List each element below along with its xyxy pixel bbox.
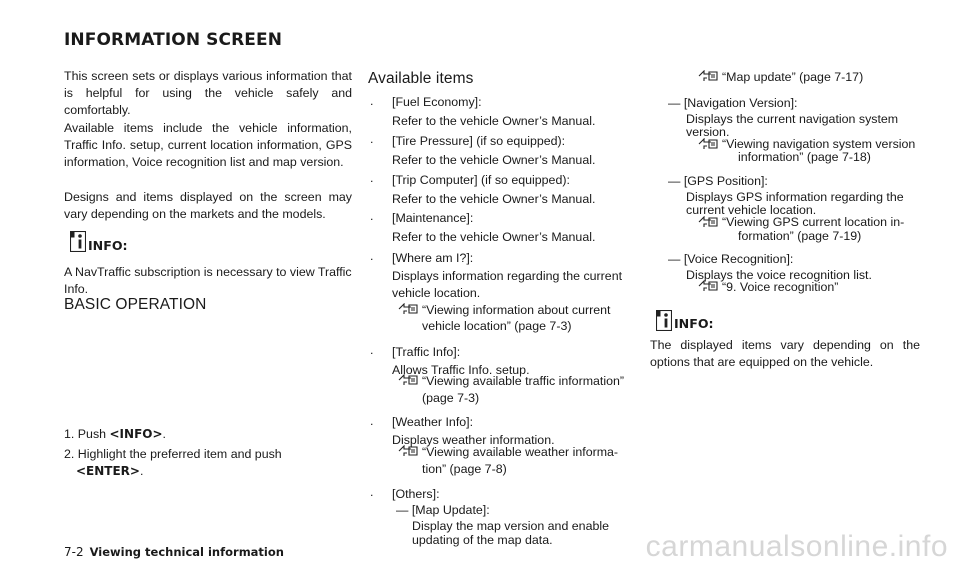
item-desc: Refer to the vehicle Owner’s Manual. [392,114,596,128]
enter-key: <ENTER> [76,464,140,478]
bullet: . [370,171,374,185]
info-key: <INFO> [109,427,163,441]
sub-item-label: — [Voice Recognition]: [668,252,794,266]
info-label: INFO: [674,316,714,331]
page-reference-icon [398,374,418,386]
sub-item-desc: Display the map version and enable [412,519,609,533]
sub-item-desc: version. [686,125,730,139]
sub-item-desc: Displays the current navigation system [686,112,899,126]
sub-item-desc: current vehicle location. [686,203,817,217]
reference-text[interactable]: (page 7-3) [422,391,480,405]
item-label: [Tire Pressure] (if so equipped): [392,134,566,148]
sub-item-label: — [Navigation Version]: [668,96,798,110]
watermark: carmanualsonline.info [645,530,948,563]
reference-text[interactable]: information” (page 7-18) [738,150,871,164]
bullet: . [370,343,374,357]
item-label: [Weather Info]: [392,415,474,429]
items-paragraph: Available items include the vehicle information, Traffic Info. setup, current location information, GPS information, Voice recognition list and map version. [64,121,352,169]
page-reference-icon [698,138,718,150]
step-2 [64,446,282,463]
item-label: [Trip Computer] (if so equipped): [392,173,570,187]
available-items-heading: Available items [368,70,474,87]
page-reference-icon [398,445,418,457]
sub-item-desc: updating of the map data. [412,533,553,547]
sub-item-label: — [Map Update]: [396,503,490,517]
step-number: 1. [64,427,75,441]
reference-text[interactable]: “Viewing available weather informa- [422,445,619,459]
sub-item-desc: Displays GPS information regarding the [686,190,904,204]
designs-paragraph: Designs and items displayed on the screen may vary depending on the markets and the models. [64,190,352,221]
item-desc: Displays information regarding the current [392,269,623,283]
item-desc: Allows Traffic Info. setup. [392,363,530,377]
reference-text[interactable]: “Map update” (page 7-17) [722,70,864,84]
step-end: . [139,464,144,478]
page-reference-icon [398,303,418,315]
item-desc: Displays weather information. [392,433,555,447]
section-heading: BASIC OPERATION [64,296,207,313]
info-icon [70,231,86,252]
sub-item-desc: Displays the voice recognition list. [686,268,872,282]
reference-text[interactable]: “Viewing available traffic information” [422,374,625,388]
reference-text[interactable]: vehicle location” (page 7-3) [422,319,572,333]
item-label: [Traffic Info]: [392,345,461,359]
info-note: A NavTraffic subscription is necessary to view Traffic Info. [64,265,352,296]
step-2-key-line [76,463,143,480]
item-desc: Refer to the vehicle Owner’s Manual. [392,153,596,167]
reference-text[interactable]: “Viewing information about current [422,303,611,317]
step-end: . [162,427,166,441]
item-label: [Others]: [392,487,440,501]
item-label: [Fuel Economy]: [392,95,482,109]
section-name: Viewing technical information [89,545,284,559]
step-1 [64,426,166,443]
reference-text[interactable]: “Viewing navigation system version [722,137,916,151]
step-text: Highlight the preferred item and push [77,447,282,461]
item-desc: Refer to the vehicle Owner’s Manual. [392,192,596,206]
page-reference-icon [698,70,718,82]
bullet: . [370,485,374,499]
item-desc: Refer to the vehicle Owner’s Manual. [392,230,596,244]
reference-text[interactable]: tion” (page 7-8) [422,462,507,476]
bullet: . [370,414,374,428]
reference-text[interactable]: formation” (page 7-19) [738,229,862,243]
info-icon [656,310,672,331]
item-desc: vehicle location. [392,286,481,300]
info-note: The displayed items vary depending on the options that are equipped on the vehicle. [650,338,920,369]
bullet: . [370,209,374,223]
item-label: [Where am I?]: [392,251,474,265]
info-label: INFO: [88,238,128,253]
page-footer [64,545,284,559]
reference-text[interactable]: “9. Voice recognition” [722,280,839,294]
step-text: Push [77,427,107,441]
bullet: . [370,94,374,108]
step-number: 2. [64,447,75,461]
reference-text[interactable]: “Viewing GPS current location in- [722,215,905,229]
sub-item-label: — [GPS Position]: [668,174,768,188]
page-number: 7-2 [64,545,84,559]
bullet: . [370,249,374,263]
intro-paragraph: This screen sets or displays various information that is helpful for using the vehicle safely and comfortably. [64,69,352,117]
bullet: . [370,132,374,146]
page-reference-icon [698,216,718,228]
page-title: INFORMATION SCREEN [64,30,283,50]
item-label: [Maintenance]: [392,211,474,225]
page-reference-icon [698,280,718,292]
